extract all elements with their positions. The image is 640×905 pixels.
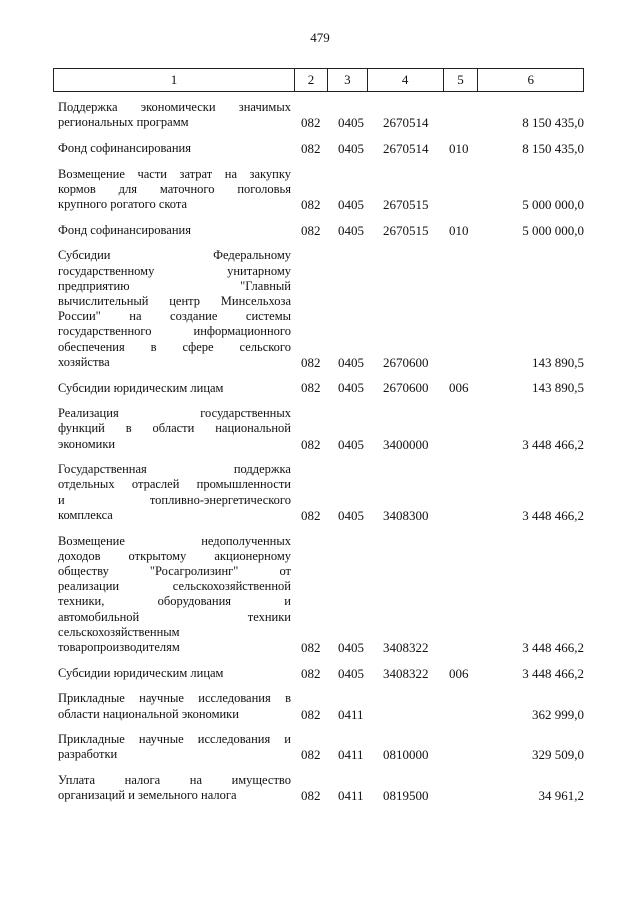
table-row — [0, 691, 640, 721]
row-description — [58, 732, 291, 762]
description-line: Возмещение недополученных — [58, 533, 291, 548]
cell-col-4: 0810000 — [383, 747, 429, 763]
row-description — [58, 773, 291, 803]
cell-col-3: 0405 — [338, 222, 364, 238]
description-line: предприятию "Главный — [58, 278, 291, 293]
cell-col-4: 3408300 — [383, 507, 429, 523]
description-line: Прикладные научные исследования и — [58, 732, 291, 747]
cell-col-4: 3400000 — [383, 436, 429, 452]
description-line: обществу "Росагролизинг" от — [58, 563, 291, 578]
table-row — [0, 773, 640, 803]
cell-col-4: 3408322 — [383, 665, 429, 681]
description-line: отдельных отраслей промышленности — [58, 477, 291, 492]
cell-col-6: 3 448 466,2 — [522, 639, 584, 655]
description-line: комплекса — [58, 507, 113, 522]
cell-col-2: 082 — [301, 747, 321, 763]
cell-col-3: 0405 — [338, 436, 364, 452]
description-line: Субсидии Федеральному — [58, 248, 291, 263]
cell-col-5: 010 — [449, 140, 469, 156]
cell-col-6: 8 150 435,0 — [522, 115, 584, 131]
cell-col-3: 0411 — [338, 788, 364, 804]
cell-col-3: 0405 — [338, 507, 364, 523]
description-line: техники, оборудования и — [58, 594, 291, 609]
table-row — [0, 732, 640, 762]
cell-col-6: 8 150 435,0 — [522, 140, 584, 156]
cell-col-3: 0411 — [338, 747, 364, 763]
description-line: доходов открытому акционерному — [58, 548, 291, 563]
description-line: кормов для маточного поголовья — [58, 181, 291, 196]
row-description — [58, 167, 291, 213]
cell-col-2: 082 — [301, 436, 321, 452]
cell-col-3: 0405 — [338, 115, 364, 131]
description-line: Фонд софинансирования — [58, 140, 191, 155]
description-line: товаропроизводителям — [58, 639, 180, 654]
cell-col-3: 0405 — [338, 639, 364, 655]
cell-col-3: 0405 — [338, 665, 364, 681]
description-line: Реализация государственных — [58, 406, 291, 421]
table-row — [0, 462, 640, 523]
table-row — [0, 248, 640, 370]
cell-col-2: 082 — [301, 706, 321, 722]
row-description — [58, 534, 291, 656]
cell-col-2: 082 — [301, 354, 321, 370]
description-line: реализации сельскохозяйственной — [58, 579, 291, 594]
description-line: обеспечения в сфере сельского — [58, 339, 291, 354]
table-row — [0, 534, 640, 656]
table-row — [0, 167, 640, 213]
cell-col-4: 2670515 — [383, 222, 429, 238]
header-col-1: 1 — [54, 69, 295, 91]
description-line: крупного рогатого скота — [58, 196, 188, 211]
table-header — [53, 68, 584, 92]
table-row — [0, 100, 640, 130]
table-row — [0, 223, 640, 238]
cell-col-2: 082 — [301, 140, 321, 156]
description-line: Субсидии юридическим лицам — [58, 380, 224, 395]
description-line: экономики — [58, 436, 116, 451]
cell-col-6: 143 890,5 — [532, 354, 584, 370]
cell-col-4: 2670515 — [383, 196, 429, 212]
description-line: России" на создание системы — [58, 309, 291, 324]
row-description — [58, 691, 291, 721]
cell-col-5: 010 — [449, 222, 469, 238]
header-col-3: 3 — [328, 69, 368, 91]
cell-col-4: 2670514 — [383, 140, 429, 156]
cell-col-6: 362 999,0 — [532, 706, 584, 722]
description-line: региональных программ — [58, 115, 189, 130]
cell-col-2: 082 — [301, 507, 321, 523]
description-line: области национальной экономики — [58, 706, 239, 721]
header-col-6: 6 — [527, 72, 534, 87]
description-line: функций в области национальной — [58, 421, 291, 436]
description-line: Возмещение части затрат на закупку — [58, 166, 291, 181]
description-line: автомобильной техники — [58, 609, 291, 624]
cell-col-4: 0819500 — [383, 788, 429, 804]
page-number: 479 — [310, 30, 330, 45]
description-line: сельскохозяйственным — [58, 624, 180, 639]
row-description — [58, 406, 291, 452]
description-line: Государственная поддержка — [58, 462, 291, 477]
description-line: государственному унитарному — [58, 263, 291, 278]
cell-col-6: 3 448 466,2 — [522, 507, 584, 523]
description-line: государственного информационного — [58, 324, 291, 339]
cell-col-6: 143 890,5 — [532, 380, 584, 396]
cell-col-3: 0405 — [338, 380, 364, 396]
row-description — [58, 141, 291, 156]
cell-col-3: 0405 — [338, 354, 364, 370]
cell-col-6: 329 509,0 — [532, 747, 584, 763]
cell-col-4: 3408322 — [383, 639, 429, 655]
row-description — [58, 100, 291, 130]
cell-col-4: 2670600 — [383, 354, 429, 370]
cell-col-2: 082 — [301, 222, 321, 238]
description-line: Прикладные научные исследования в — [58, 691, 291, 706]
description-line: Субсидии юридическим лицам — [58, 665, 224, 680]
cell-col-3: 0411 — [338, 706, 364, 722]
cell-col-6: 3 448 466,2 — [522, 436, 584, 452]
description-line: Поддержка экономически значимых — [58, 100, 291, 114]
cell-col-6: 34 961,2 — [538, 788, 584, 804]
cell-col-3: 0405 — [338, 140, 364, 156]
row-description — [58, 381, 291, 396]
table-row — [0, 381, 640, 396]
row-description — [58, 462, 291, 523]
cell-col-2: 082 — [301, 380, 321, 396]
cell-col-2: 082 — [301, 115, 321, 131]
cell-col-2: 082 — [301, 196, 321, 212]
description-line: вычислительный центр Минсельхоза — [58, 293, 291, 308]
header-col-2: 2 — [295, 69, 328, 91]
header-col-4: 4 — [368, 69, 444, 91]
cell-col-4: 2670600 — [383, 380, 429, 396]
description-line: разработки — [58, 747, 118, 762]
cell-col-4: 2670514 — [383, 115, 429, 131]
cell-col-2: 082 — [301, 639, 321, 655]
description-line: и топливно-энергетического — [58, 492, 291, 507]
row-description — [58, 248, 291, 370]
description-line: Фонд софинансирования — [58, 222, 191, 237]
cell-col-5: 006 — [449, 380, 469, 396]
table-row — [0, 406, 640, 452]
description-line: организаций и земельного налога — [58, 788, 237, 803]
cell-col-5: 006 — [449, 665, 469, 681]
cell-col-6: 5 000 000,0 — [522, 222, 584, 238]
cell-col-2: 082 — [301, 665, 321, 681]
cell-col-6: 5 000 000,0 — [522, 196, 584, 212]
row-description — [58, 666, 291, 681]
description-line: хозяйства — [58, 354, 110, 369]
row-description — [58, 223, 291, 238]
table-row — [0, 141, 640, 156]
description-line: Уплата налога на имущество — [58, 773, 291, 788]
header-col-5: 5 — [444, 69, 479, 91]
cell-col-6: 3 448 466,2 — [522, 665, 584, 681]
cell-col-3: 0405 — [338, 196, 364, 212]
table-row — [0, 666, 640, 681]
cell-col-2: 082 — [301, 788, 321, 804]
